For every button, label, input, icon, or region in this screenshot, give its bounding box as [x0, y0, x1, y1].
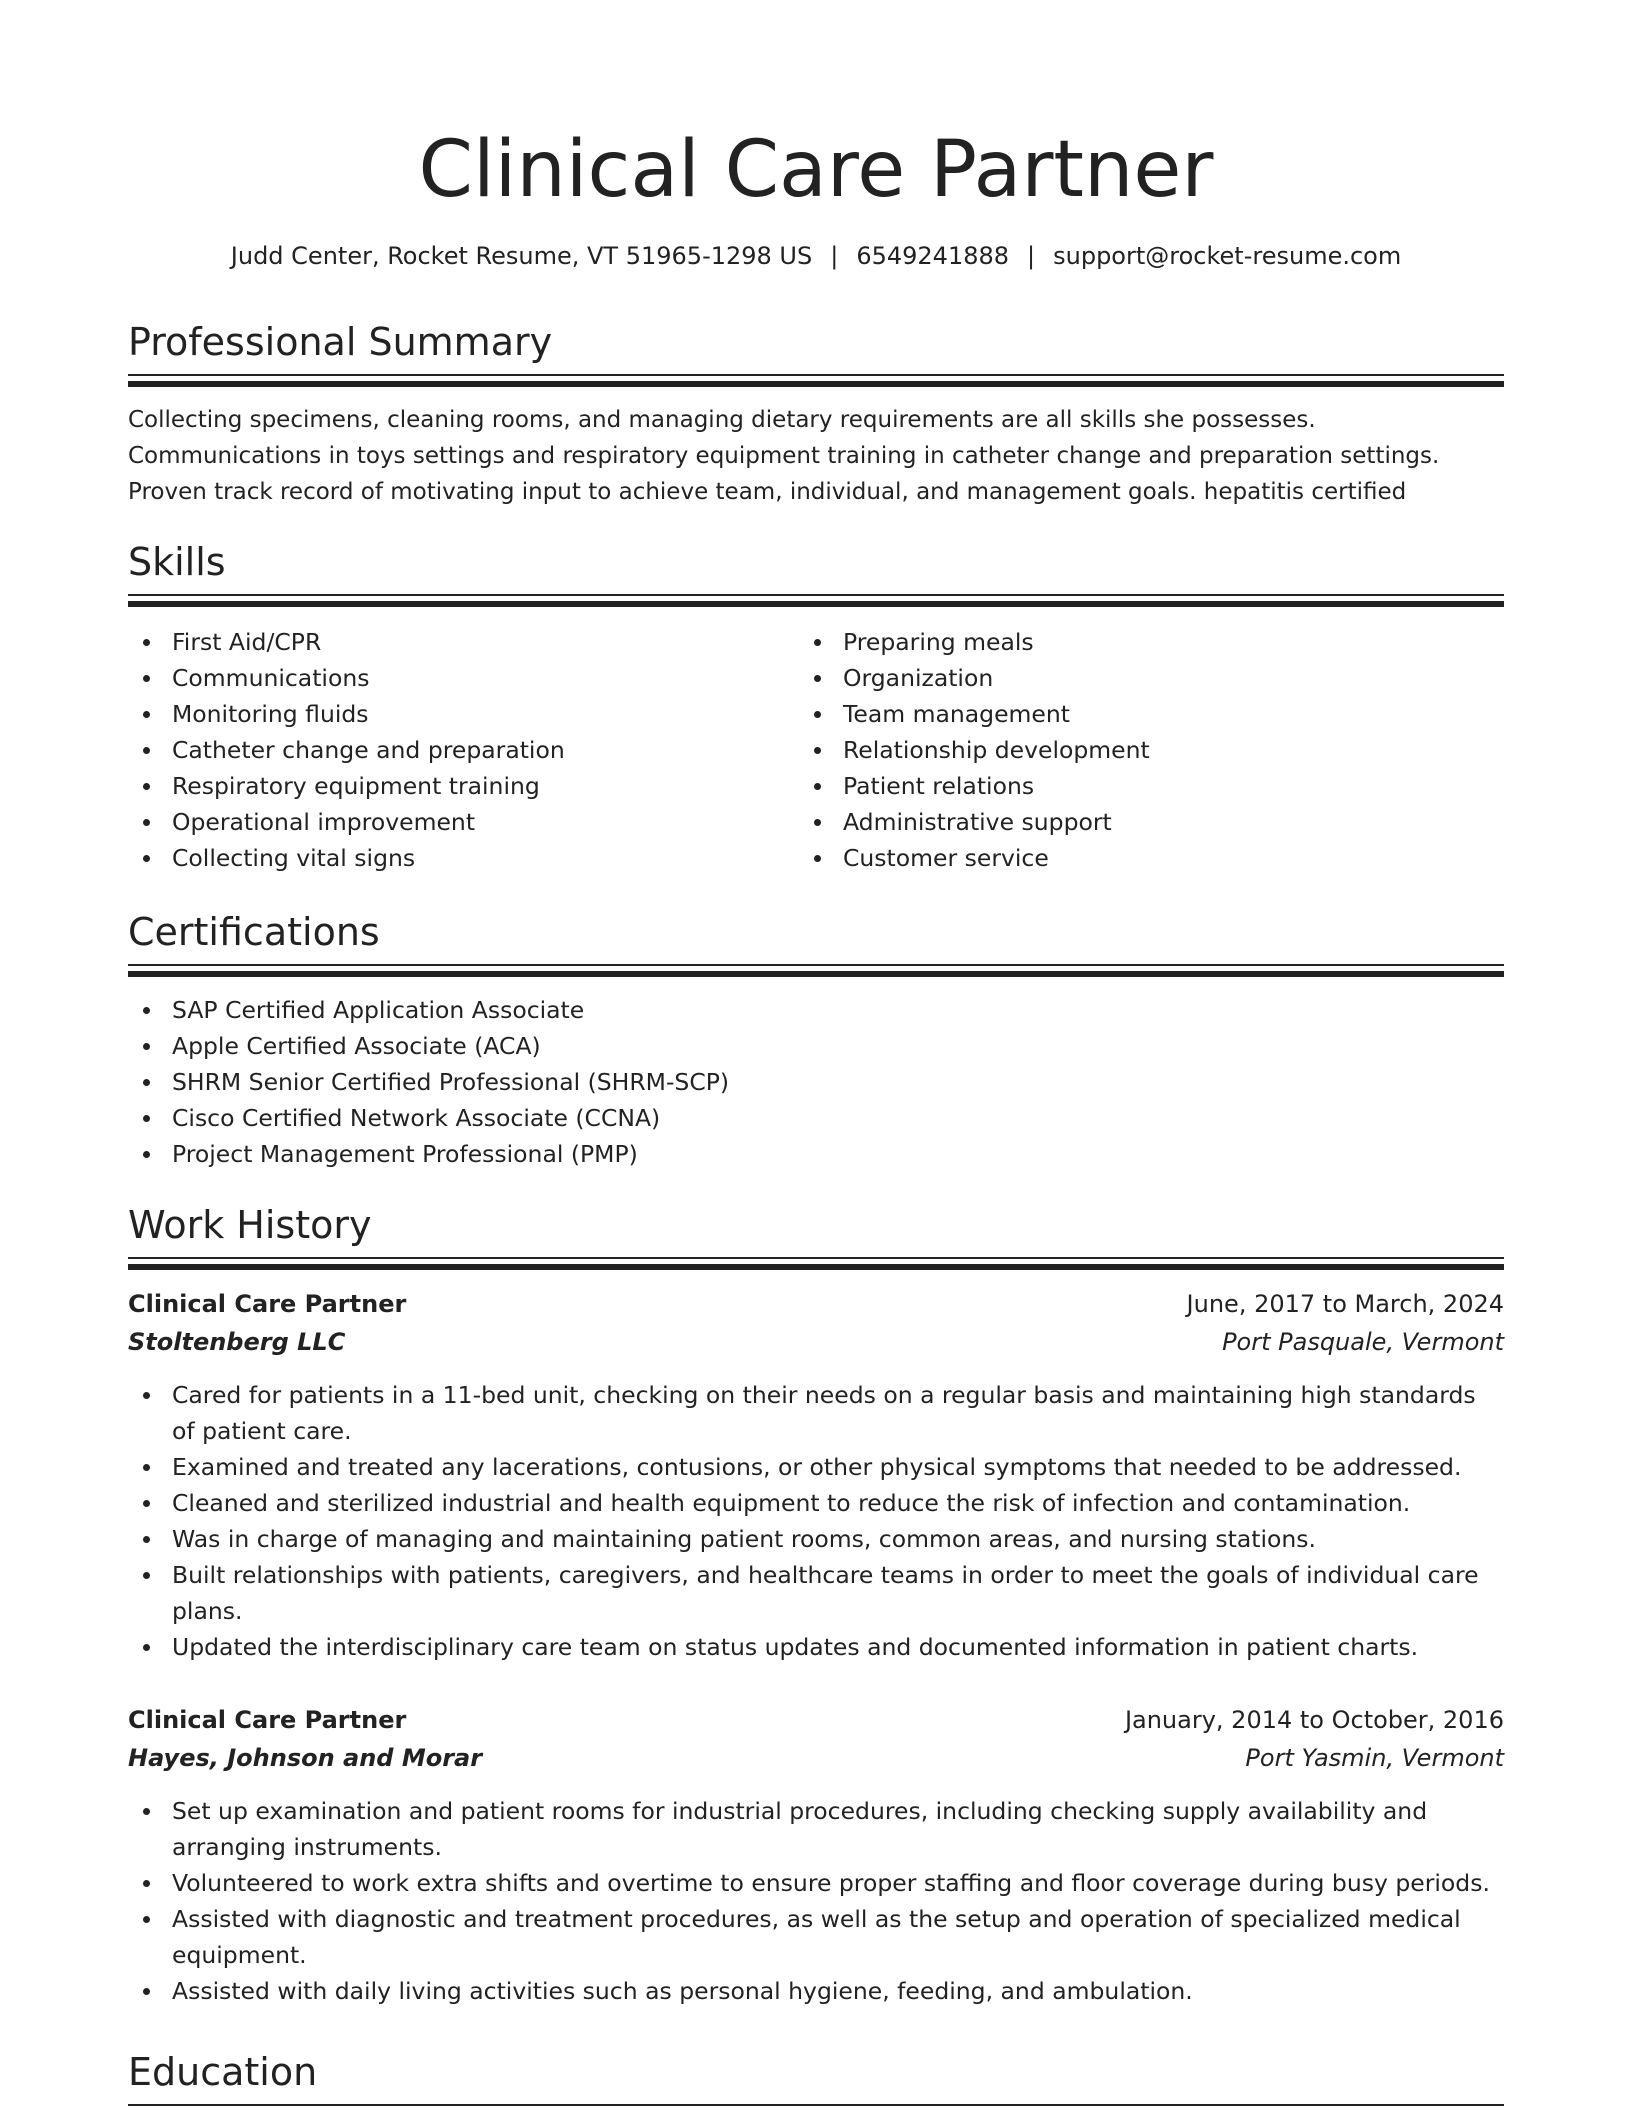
job-subheader — [128, 1323, 1504, 1361]
skill-item: First Aid/CPR — [128, 624, 798, 660]
job-duty: Set up examination and patient rooms for industrial procedures, including checking supply availability and arranging instruments. — [128, 1793, 1504, 1865]
certification-item: Project Management Professional (PMP) — [128, 1136, 1504, 1172]
job-duties-list — [128, 1377, 1504, 1665]
job-title: Clinical Care Partner — [128, 1706, 407, 1734]
skill-item: Preparing meals — [799, 624, 1499, 660]
section-divider — [128, 964, 1504, 976]
contact-separator: | — [1027, 242, 1036, 270]
job-company: Stoltenberg LLC — [128, 1328, 346, 1356]
job-location: Port Yasmin, Vermont — [1245, 1744, 1504, 1772]
job-duty: Cared for patients in a 11-bed unit, checking on their needs on a regular basis and maintaining high standards of patient care. — [128, 1377, 1504, 1449]
section-heading-work-history: Work History — [128, 1203, 372, 1247]
job-duty: Assisted with daily living activities such as personal hygiene, feeding, and ambulation. — [128, 1973, 1504, 2009]
section-divider — [128, 594, 1504, 606]
job-dates: June, 2017 to March, 2024 — [1186, 1290, 1504, 1318]
job-duty: Was in charge of managing and maintaining patient rooms, common areas, and nursing stations. — [128, 1521, 1504, 1557]
skill-item: Relationship development — [799, 732, 1499, 768]
section-divider — [128, 374, 1504, 386]
section-heading-summary: Professional Summary — [128, 320, 553, 364]
contact-phone: 6549241888 — [856, 242, 1010, 270]
job-title: Clinical Care Partner — [128, 1290, 407, 1318]
job-header — [128, 1701, 1504, 1739]
job-duty: Cleaned and sterilized industrial and health equipment to reduce the risk of infection and contamination. — [128, 1485, 1504, 1521]
job-dates: January, 2014 to October, 2016 — [1124, 1706, 1504, 1734]
skill-item: Operational improvement — [128, 804, 798, 840]
job-location: Port Pasquale, Vermont — [1222, 1328, 1504, 1356]
skill-item: Administrative support — [799, 804, 1499, 840]
skill-item: Collecting vital signs — [128, 840, 798, 876]
skill-item: Organization — [799, 660, 1499, 696]
job-header — [128, 1285, 1504, 1323]
contact-email: support@rocket-resume.com — [1053, 242, 1402, 270]
contact-address: Judd Center, Rocket Resume, VT 51965-1298 US — [230, 242, 813, 270]
certification-item: SHRM Senior Certified Professional (SHRM-SCP) — [128, 1064, 1504, 1100]
job-company: Hayes, Johnson and Morar — [128, 1744, 483, 1772]
job-duty: Volunteered to work extra shifts and overtime to ensure proper staffing and floor coverage during busy periods. — [128, 1865, 1504, 1901]
skill-item: Respiratory equipment training — [128, 768, 798, 804]
skill-item: Catheter change and preparation — [128, 732, 798, 768]
section-heading-skills: Skills — [128, 540, 226, 584]
summary-text — [128, 402, 1504, 510]
certification-item: SAP Certified Application Associate — [128, 992, 1504, 1028]
skill-item: Patient relations — [799, 768, 1499, 804]
certifications-list — [128, 992, 1504, 1172]
job-duty: Assisted with diagnostic and treatment procedures, as well as the setup and operation of specialized medical equipment. — [128, 1901, 1504, 1973]
skill-item: Team management — [799, 696, 1499, 732]
job-subheader — [128, 1739, 1504, 1777]
summary-line: Collecting specimens, cleaning rooms, and managing dietary requirements are all skills she possesses. — [128, 407, 1316, 433]
skills-list-left — [128, 624, 798, 876]
job-duty: Built relationships with patients, caregivers, and healthcare teams in order to meet the goals of individual care plans. — [128, 1557, 1504, 1629]
section-divider — [128, 2104, 1504, 2106]
skill-item: Customer service — [799, 840, 1499, 876]
section-heading-education: Education — [128, 2050, 318, 2094]
skills-list-right — [799, 624, 1499, 876]
resume-title: Clinical Care Partner — [418, 125, 1214, 215]
contact-line — [128, 238, 1504, 274]
certification-item: Cisco Certified Network Associate (CCNA) — [128, 1100, 1504, 1136]
skill-item: Monitoring fluids — [128, 696, 798, 732]
job-duty: Examined and treated any lacerations, contusions, or other physical symptoms that needed to be addressed. — [128, 1449, 1504, 1485]
job-duties-list — [128, 1793, 1504, 2009]
contact-separator: | — [830, 242, 839, 270]
summary-line: Communications in toys settings and respiratory equipment training in catheter change and preparation settings. — [128, 443, 1440, 469]
skill-item: Communications — [128, 660, 798, 696]
job-duty: Updated the interdisciplinary care team on status updates and documented information in patient charts. — [128, 1629, 1504, 1665]
section-divider — [128, 1257, 1504, 1269]
section-heading-certifications: Certifications — [128, 910, 380, 954]
certification-item: Apple Certified Associate (ACA) — [128, 1028, 1504, 1064]
summary-line: Proven track record of motivating input to achieve team, individual, and management goals. hepatitis certified — [128, 479, 1407, 505]
